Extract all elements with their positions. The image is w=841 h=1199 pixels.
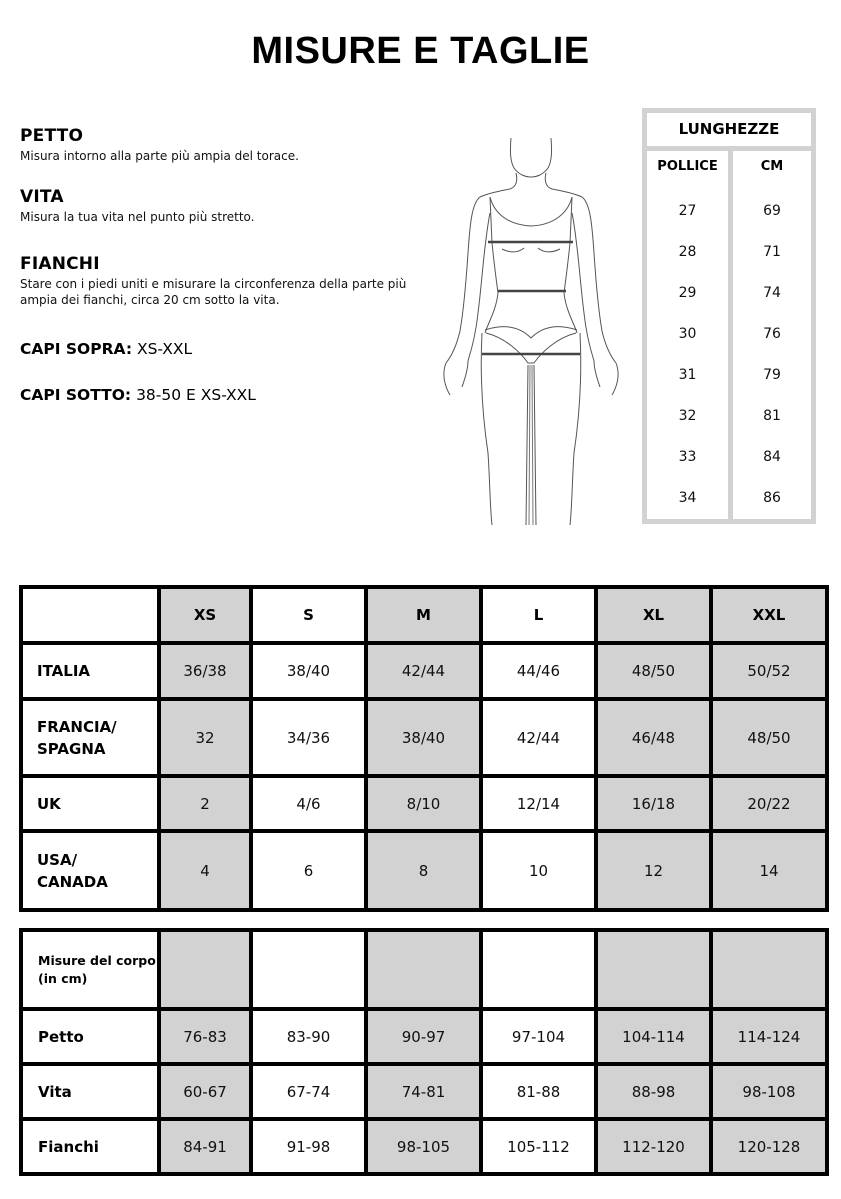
table-cell: 60-67 (159, 1064, 251, 1119)
table-cell: 83-90 (251, 1009, 366, 1064)
row-label: USA/ CANADA (21, 831, 159, 910)
lunghezze-value-inch: 32 (678, 408, 697, 424)
capi-sopra (20, 340, 192, 358)
table-cell: 84-91 (159, 1119, 251, 1174)
table-row (21, 1009, 827, 1064)
row-label: FRANCIA/ SPAGNA (21, 699, 159, 776)
table-cell: 81-88 (481, 1064, 596, 1119)
lunghezze-value-cm: 79 (763, 367, 781, 383)
empty-header-cell (596, 930, 711, 1009)
table-cell: 6 (251, 831, 366, 910)
table-cell: 46/48 (596, 699, 711, 776)
table-cell: 8 (366, 831, 481, 910)
table-header-row (21, 930, 827, 1009)
lunghezze-value-inch: 31 (678, 367, 697, 383)
table-row (21, 1119, 827, 1174)
table-cell: 97-104 (481, 1009, 596, 1064)
lunghezze-title: LUNGHEZZE (647, 113, 811, 146)
row-label: Vita (21, 1064, 159, 1119)
table-cell: 120-128 (711, 1119, 827, 1174)
table-cell: 98-108 (711, 1064, 827, 1119)
lunghezze-value-inch: 34 (678, 490, 697, 506)
lunghezze-value-inch: 27 (678, 203, 697, 219)
description-petto (20, 126, 420, 164)
row-label: UK (21, 776, 159, 831)
table-cell: 48/50 (711, 699, 827, 776)
description-fianchi (20, 254, 420, 308)
table-cell: 32 (159, 699, 251, 776)
col-header-cm: CM (760, 159, 784, 174)
table-cell: 67-74 (251, 1064, 366, 1119)
capi-sotto-label: CAPI SOTTO: (20, 386, 132, 404)
lunghezze-value-cm: 81 (763, 408, 781, 424)
table-row (21, 643, 827, 699)
description-heading: VITA (20, 187, 64, 207)
capi-sotto (20, 386, 256, 404)
empty-header-cell (481, 930, 596, 1009)
table-cell: 88-98 (596, 1064, 711, 1119)
lunghezze-value-cm: 84 (763, 449, 781, 465)
description-heading: PETTO (20, 126, 84, 146)
size-conversion-table (19, 585, 829, 912)
lunghezze-value-cm: 71 (763, 244, 781, 260)
table-cell: 44/46 (481, 643, 596, 699)
lunghezze-value-cm: 74 (763, 285, 781, 301)
capi-sotto-value: 38-50 E XS-XXL (136, 386, 256, 404)
table-cell: 90-97 (366, 1009, 481, 1064)
description-text: Misura intorno alla parte più ampia del torace. (20, 149, 299, 163)
lunghezze-value-inch: 29 (678, 285, 697, 301)
table-row (21, 831, 827, 910)
description-text: Misura la tua vita nel punto più stretto. (20, 210, 255, 224)
lunghezze-col-cm (733, 151, 811, 519)
table-cell: 105-112 (481, 1119, 596, 1174)
row-label: Petto (21, 1009, 159, 1064)
table-cell: 12 (596, 831, 711, 910)
empty-header-cell (711, 930, 827, 1009)
capi-sopra-value: XS-XXL (136, 340, 193, 358)
empty-header-cell (366, 930, 481, 1009)
table-cell: 2 (159, 776, 251, 831)
size-header-xxl: XXL (711, 587, 827, 643)
row-label: ITALIA (21, 643, 159, 699)
table-row (21, 699, 827, 776)
table-cell: 104-114 (596, 1009, 711, 1064)
table-cell: 12/14 (481, 776, 596, 831)
size-header-l: L (481, 587, 596, 643)
table-cell: 8/10 (366, 776, 481, 831)
size-header-xs: XS (159, 587, 251, 643)
lunghezze-value-inch: 28 (678, 244, 697, 260)
table-cell: 50/52 (711, 643, 827, 699)
capi-sopra-label: CAPI SOPRA: (20, 340, 133, 358)
body-measurement-table (19, 928, 829, 1176)
table-cell: 20/22 (711, 776, 827, 831)
lunghezze-box (642, 108, 816, 524)
description-vita (20, 187, 420, 225)
table-cell: 14 (711, 831, 827, 910)
col-header-pollice: POLLICE (657, 159, 718, 174)
size-header-xl: XL (596, 587, 711, 643)
table-cell: 34/36 (251, 699, 366, 776)
empty-header-cell (251, 930, 366, 1009)
body-table-header: Misure del corpo (in cm) (21, 930, 159, 1009)
lunghezze-value-inch: 30 (678, 326, 697, 342)
lunghezze-col-pollice (647, 151, 728, 519)
table-cell: 91-98 (251, 1119, 366, 1174)
lunghezze-value-cm: 76 (763, 326, 781, 342)
table-cell: 74-81 (366, 1064, 481, 1119)
table-cell: 48/50 (596, 643, 711, 699)
size-header-m: M (366, 587, 481, 643)
body-measurement-figure-icon (426, 133, 636, 528)
row-label: Fianchi (21, 1119, 159, 1174)
table-cell: 42/44 (366, 643, 481, 699)
table-cell: 114-124 (711, 1009, 827, 1064)
description-text: Stare con i piedi uniti e misurare la circonferenza della parte più ampia dei fianchi, circa 20 cm sotto la vita. (20, 277, 407, 307)
lunghezze-value-inch: 33 (678, 449, 697, 465)
lunghezze-value-cm: 69 (763, 203, 781, 219)
table-cell: 98-105 (366, 1119, 481, 1174)
table-header-row (21, 587, 827, 643)
empty-header-cell (159, 930, 251, 1009)
table-cell: 38/40 (251, 643, 366, 699)
size-header-s: S (251, 587, 366, 643)
table-cell: 42/44 (481, 699, 596, 776)
table-cell: 38/40 (366, 699, 481, 776)
empty-corner-cell (21, 587, 159, 643)
page-title: MISURE E TAGLIE (251, 30, 590, 72)
lunghezze-value-cm: 86 (763, 490, 781, 506)
table-cell: 16/18 (596, 776, 711, 831)
table-cell: 4 (159, 831, 251, 910)
table-cell: 76-83 (159, 1009, 251, 1064)
table-row (21, 1064, 827, 1119)
table-cell: 4/6 (251, 776, 366, 831)
description-heading: FIANCHI (20, 254, 100, 274)
table-cell: 112-120 (596, 1119, 711, 1174)
table-cell: 36/38 (159, 643, 251, 699)
table-row (21, 776, 827, 831)
table-cell: 10 (481, 831, 596, 910)
